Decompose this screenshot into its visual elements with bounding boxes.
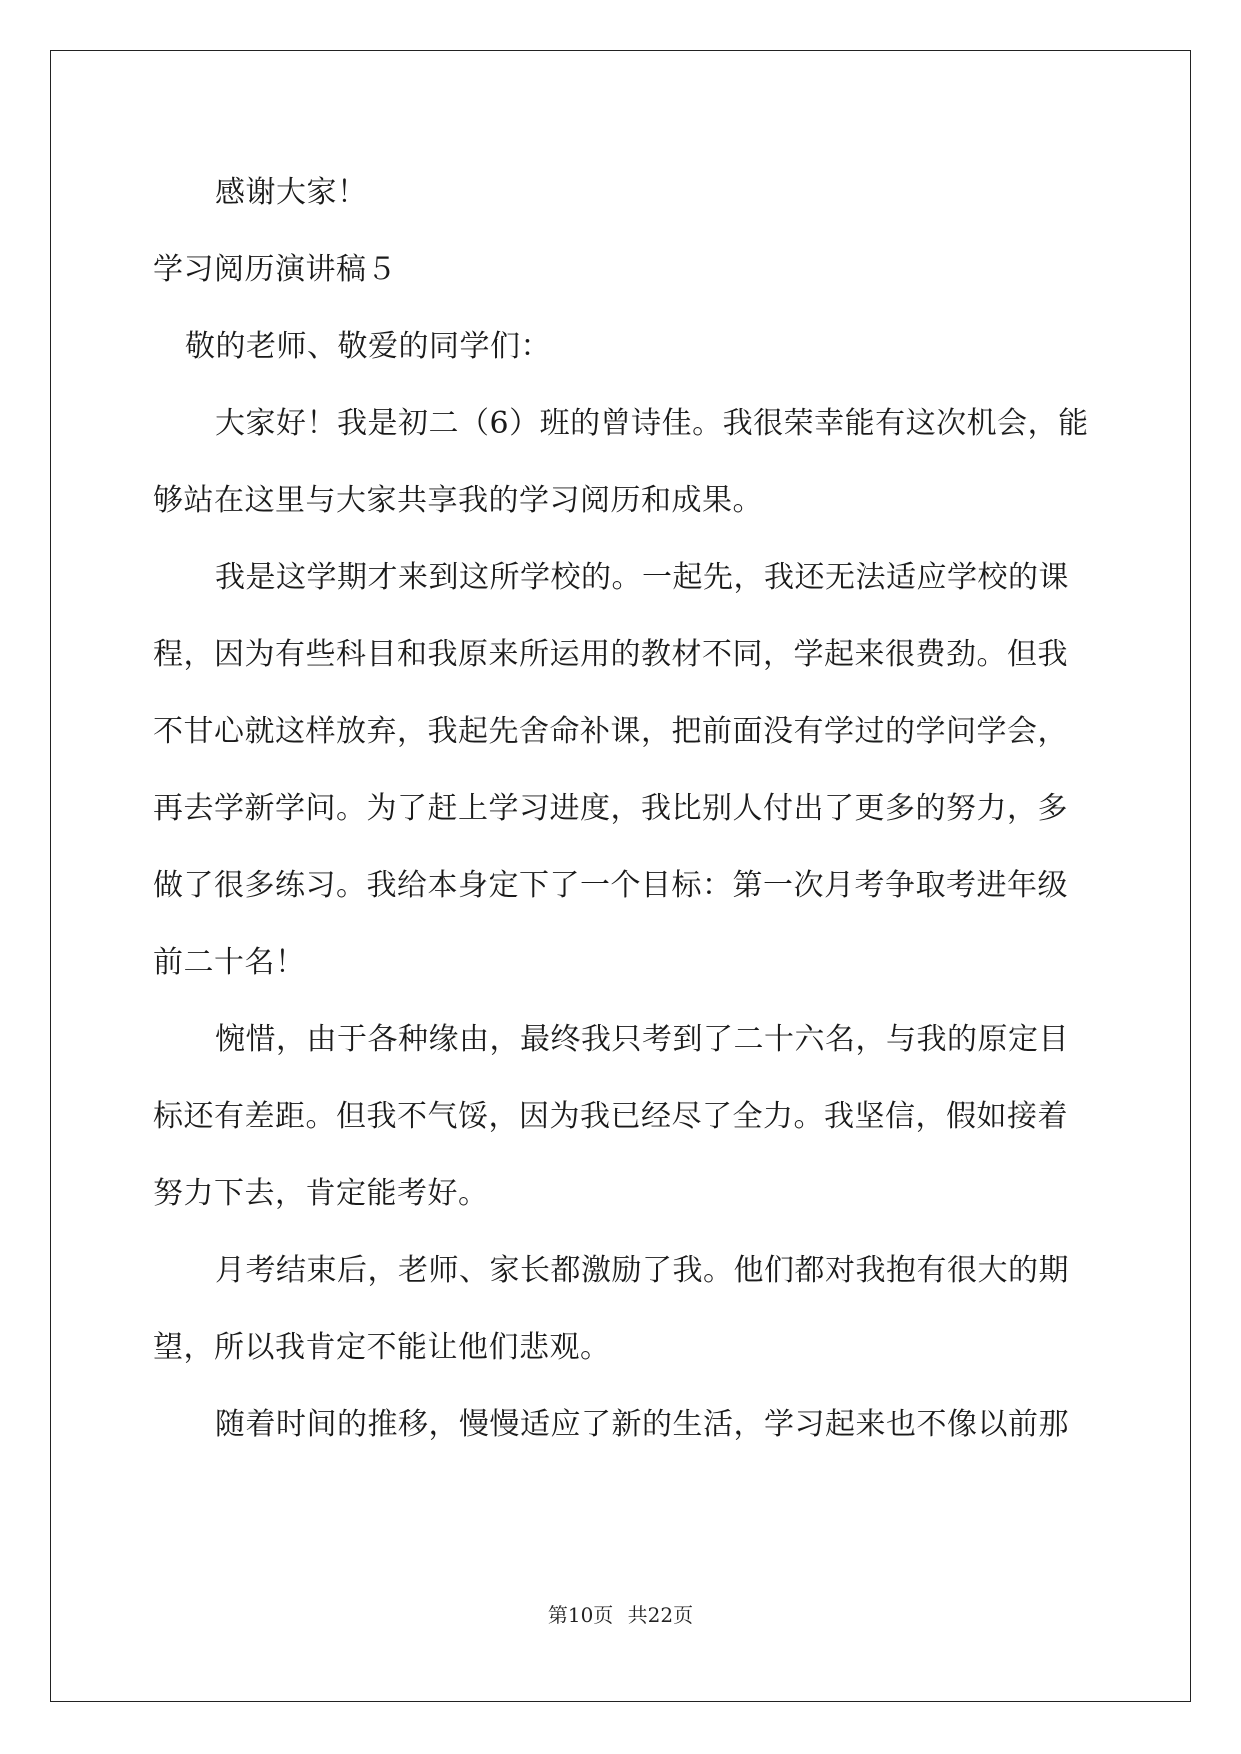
document-body (153, 168, 1087, 1477)
page-number: 第10页 (547, 1603, 614, 1627)
paragraph-line: 努力下去，肯定能考好。 (153, 1176, 489, 1211)
paragraph-line: 标还有差距。但我不气馁，因为我已经尽了全力。我坚信，假如接着 (153, 1099, 1068, 1134)
paragraph-line: 前二十名！ (153, 945, 306, 980)
paragraph-line: 做了很多练习。我给本身定下了一个目标：第一次月考争取考进年级 (153, 868, 1068, 903)
paragraph-line: 望，所以我肯定不能让他们悲观。 (153, 1330, 611, 1365)
paragraph-line: 不甘心就这样放弃，我起先舍命补课，把前面没有学过的学问学会， (153, 714, 1068, 749)
paragraph-line: 够站在这里与大家共享我的学习阅历和成果。 (153, 483, 763, 518)
page-total: 共22页 (627, 1603, 694, 1627)
paragraph-line: 我是这学期才来到这所学校的。一起先，我还无法适应学校的课 (215, 560, 1069, 595)
paragraph-line: 大家好！我是初二（6）班的曾诗佳。我很荣幸能有这次机会，能 (215, 406, 1089, 441)
salutation: 敬的老师、敬爱的同学们： (185, 329, 551, 364)
paragraph-line: 惋惜，由于各种缘由，最终我只考到了二十六名，与我的原定目 (215, 1022, 1069, 1057)
closing-line: 感谢大家！ (215, 175, 368, 210)
paragraph-line: 再去学新学问。为了赶上学习进度，我比别人付出了更多的努力，多 (153, 791, 1068, 826)
section-title: 学习阅历演讲稿５ (153, 252, 397, 287)
paragraph-line: 程，因为有些科目和我原来所运用的教材不同，学起来很费劲。但我 (153, 637, 1068, 672)
paragraph-line: 月考结束后，老师、家长都激励了我。他们都对我抱有很大的期 (215, 1253, 1069, 1288)
page-footer (0, 1600, 1241, 1630)
paragraph-line: 随着时间的推移，慢慢适应了新的生活，学习起来也不像以前那 (215, 1407, 1069, 1442)
